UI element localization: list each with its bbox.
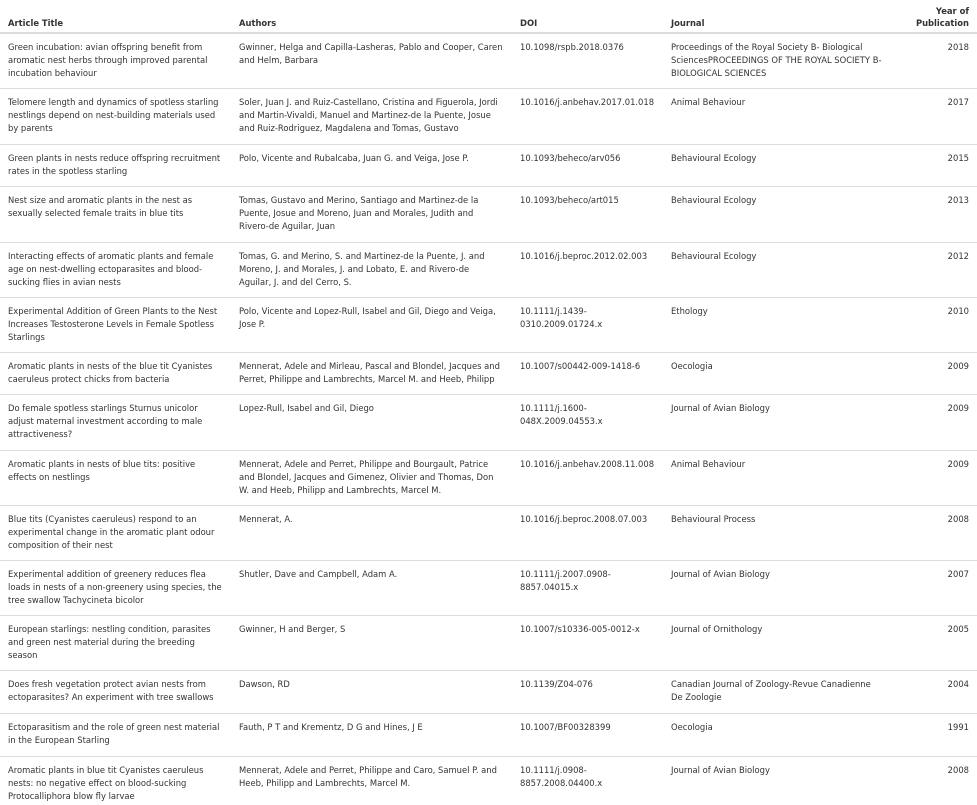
cell-article-title: Experimental addition of greenery reduces flea loads in nests of a non-greenery using species, the tree swallow Tachycineta bicolor xyxy=(0,560,231,615)
cell-doi: 10.1016/j.anbehav.2017.01.018 xyxy=(512,88,663,144)
cell-year: 2008 xyxy=(892,756,977,805)
cell-authors: Mennerat, Adele and Perret, Philippe and Bourgault, Patrice and Blondel, Jacques and Gimenez, Olivier and Thomas, Don W. and Heeb, Philipp and Lambrechts, Marcel M. xyxy=(231,450,512,505)
cell-article-title: Green plants in nests reduce offspring recruitment rates in the spotless starling xyxy=(0,144,231,186)
cell-article-title: Green incubation: avian offspring benefit from aromatic nest herbs through improved parental incubation behaviour xyxy=(0,33,231,88)
column-header-year[interactable]: Year of Publication xyxy=(892,0,977,33)
cell-year: 2017 xyxy=(892,88,977,144)
cell-year: 2015 xyxy=(892,144,977,186)
table-row xyxy=(0,144,977,186)
table-row xyxy=(0,33,977,88)
cell-year: 2009 xyxy=(892,450,977,505)
cell-article-title: Ectoparasitism and the role of green nest material in the European Starling xyxy=(0,713,231,756)
cell-article-title: Telomere length and dynamics of spotless starling nestlings depend on nest-building materials used by parents xyxy=(0,88,231,144)
cell-year: 1991 xyxy=(892,713,977,756)
cell-doi: 10.1093/beheco/arv056 xyxy=(512,144,663,186)
cell-doi: 10.1016/j.beproc.2012.02.003 xyxy=(512,242,663,297)
cell-journal: Ethology xyxy=(663,297,892,352)
cell-doi: 10.1111/j.2007.0908-8857.04015.x xyxy=(512,560,663,615)
cell-year: 2010 xyxy=(892,297,977,352)
column-header-authors[interactable]: Authors xyxy=(231,0,512,33)
cell-journal: Animal Behaviour xyxy=(663,88,892,144)
cell-authors: Mennerat, A. xyxy=(231,505,512,560)
cell-doi: 10.1098/rspb.2018.0376 xyxy=(512,33,663,88)
cell-article-title: European starlings: nestling condition, parasites and green nest material during the breeding season xyxy=(0,615,231,670)
cell-authors: Gwinner, Helga and Capilla-Lasheras, Pablo and Cooper, Caren and Helm, Barbara xyxy=(231,33,512,88)
cell-journal: Canadian Journal of Zoology-Revue Canadienne De Zoologie xyxy=(663,670,892,713)
cell-year: 2009 xyxy=(892,394,977,450)
cell-journal: Oecologia xyxy=(663,713,892,756)
cell-authors: Dawson, RD xyxy=(231,670,512,713)
cell-doi: 10.1016/j.anbehav.2008.11.008 xyxy=(512,450,663,505)
cell-authors: Polo, Vicente and Lopez-Rull, Isabel and Gil, Diego and Veiga, Jose P. xyxy=(231,297,512,352)
cell-year: 2005 xyxy=(892,615,977,670)
cell-year: 2013 xyxy=(892,186,977,242)
cell-article-title: Aromatic plants in nests of the blue tit Cyanistes caeruleus protect chicks from bacteria xyxy=(0,352,231,394)
cell-doi: 10.1007/s10336-005-0012-x xyxy=(512,615,663,670)
cell-authors: Tomas, G. and Merino, S. and Martinez-de la Puente, J. and Moreno, J. and Morales, J. and Lobato, E. and Rivero-de Aguilar, J. and del Cerro, S. xyxy=(231,242,512,297)
column-header-doi[interactable]: DOI xyxy=(512,0,663,33)
cell-doi: 10.1111/j.1600-048X.2009.04553.x xyxy=(512,394,663,450)
cell-journal: Animal Behaviour xyxy=(663,450,892,505)
cell-authors: Gwinner, H and Berger, S xyxy=(231,615,512,670)
table-header-row xyxy=(0,0,977,33)
cell-journal: Journal of Avian Biology xyxy=(663,560,892,615)
cell-authors: Mennerat, Adele and Perret, Philippe and Caro, Samuel P. and Heeb, Philipp and Lambrechts, Marcel M. xyxy=(231,756,512,805)
cell-year: 2004 xyxy=(892,670,977,713)
cell-article-title: Interacting effects of aromatic plants and female age on nest-dwelling ectoparasites and blood-sucking flies in avian nests xyxy=(0,242,231,297)
cell-article-title: Nest size and aromatic plants in the nest as sexually selected female traits in blue tits xyxy=(0,186,231,242)
cell-authors: Soler, Juan J. and Ruiz-Castellano, Cristina and Figuerola, Jordi and Martin-Vivaldi, Manuel and Martinez-de la Puente, Josue and Ruiz-Rodriguez, Magdalena and Tomas, Gustavo xyxy=(231,88,512,144)
cell-year: 2007 xyxy=(892,560,977,615)
table-row xyxy=(0,615,977,670)
cell-journal: Behavioural Ecology xyxy=(663,186,892,242)
cell-journal: Behavioural Ecology xyxy=(663,144,892,186)
cell-article-title: Aromatic plants in blue tit Cyanistes caeruleus nests: no negative effect on blood-sucking Protocalliphora blow fly larvae xyxy=(0,756,231,805)
cell-article-title: Do female spotless starlings Sturnus unicolor adjust maternal investment according to male attractiveness? xyxy=(0,394,231,450)
cell-doi: 10.1111/j.0908-8857.2008.04400.x xyxy=(512,756,663,805)
cell-authors: Lopez-Rull, Isabel and Gil, Diego xyxy=(231,394,512,450)
table-row xyxy=(0,713,977,756)
cell-year: 2009 xyxy=(892,352,977,394)
cell-year: 2018 xyxy=(892,33,977,88)
cell-journal: Behavioural Process xyxy=(663,505,892,560)
cell-year: 2008 xyxy=(892,505,977,560)
cell-doi: 10.1111/j.1439-0310.2009.01724.x xyxy=(512,297,663,352)
cell-article-title: Experimental Addition of Green Plants to the Nest Increases Testosterone Levels in Female Spotless Starlings xyxy=(0,297,231,352)
cell-authors: Polo, Vicente and Rubalcaba, Juan G. and Veiga, Jose P. xyxy=(231,144,512,186)
column-header-journal[interactable]: Journal xyxy=(663,0,892,33)
cell-journal: Journal of Avian Biology xyxy=(663,394,892,450)
column-header-article-title[interactable]: Article Title xyxy=(0,0,231,33)
table-row xyxy=(0,88,977,144)
cell-journal: Journal of Avian Biology xyxy=(663,756,892,805)
table-row xyxy=(0,352,977,394)
cell-article-title: Aromatic plants in nests of blue tits: positive effects on nestlings xyxy=(0,450,231,505)
cell-authors: Fauth, P T and Krementz, D G and Hines, J E xyxy=(231,713,512,756)
cell-authors: Mennerat, Adele and Mirleau, Pascal and Blondel, Jacques and Perret, Philippe and Lambrechts, Marcel M. and Heeb, Philipp xyxy=(231,352,512,394)
table-row xyxy=(0,505,977,560)
cell-journal: Proceedings of the Royal Society B- Biological SciencesPROCEEDINGS OF THE ROYAL SOCIETY B-BIOLOGICAL SCIENCES xyxy=(663,33,892,88)
cell-doi: 10.1139/Z04-076 xyxy=(512,670,663,713)
table-row xyxy=(0,242,977,297)
cell-authors: Tomas, Gustavo and Merino, Santiago and Martinez-de la Puente, Josue and Moreno, Juan and Morales, Judith and Rivero-de Aguilar, Juan xyxy=(231,186,512,242)
table-row xyxy=(0,186,977,242)
cell-journal: Oecologia xyxy=(663,352,892,394)
cell-year: 2012 xyxy=(892,242,977,297)
cell-article-title: Blue tits (Cyanistes caeruleus) respond to an experimental change in the aromatic plant odour composition of their nest xyxy=(0,505,231,560)
table-row xyxy=(0,560,977,615)
table-row xyxy=(0,297,977,352)
table-row xyxy=(0,394,977,450)
cell-doi: 10.1007/s00442-009-1418-6 xyxy=(512,352,663,394)
table-row xyxy=(0,670,977,713)
cell-doi: 10.1093/beheco/art015 xyxy=(512,186,663,242)
cell-journal: Journal of Ornithology xyxy=(663,615,892,670)
table-row xyxy=(0,756,977,805)
cell-doi: 10.1016/j.beproc.2008.07.003 xyxy=(512,505,663,560)
cell-doi: 10.1007/BF00328399 xyxy=(512,713,663,756)
cell-article-title: Does fresh vegetation protect avian nests from ectoparasites? An experiment with tree swallows xyxy=(0,670,231,713)
cell-journal: Behavioural Ecology xyxy=(663,242,892,297)
cell-authors: Shutler, Dave and Campbell, Adam A. xyxy=(231,560,512,615)
table-row xyxy=(0,450,977,505)
